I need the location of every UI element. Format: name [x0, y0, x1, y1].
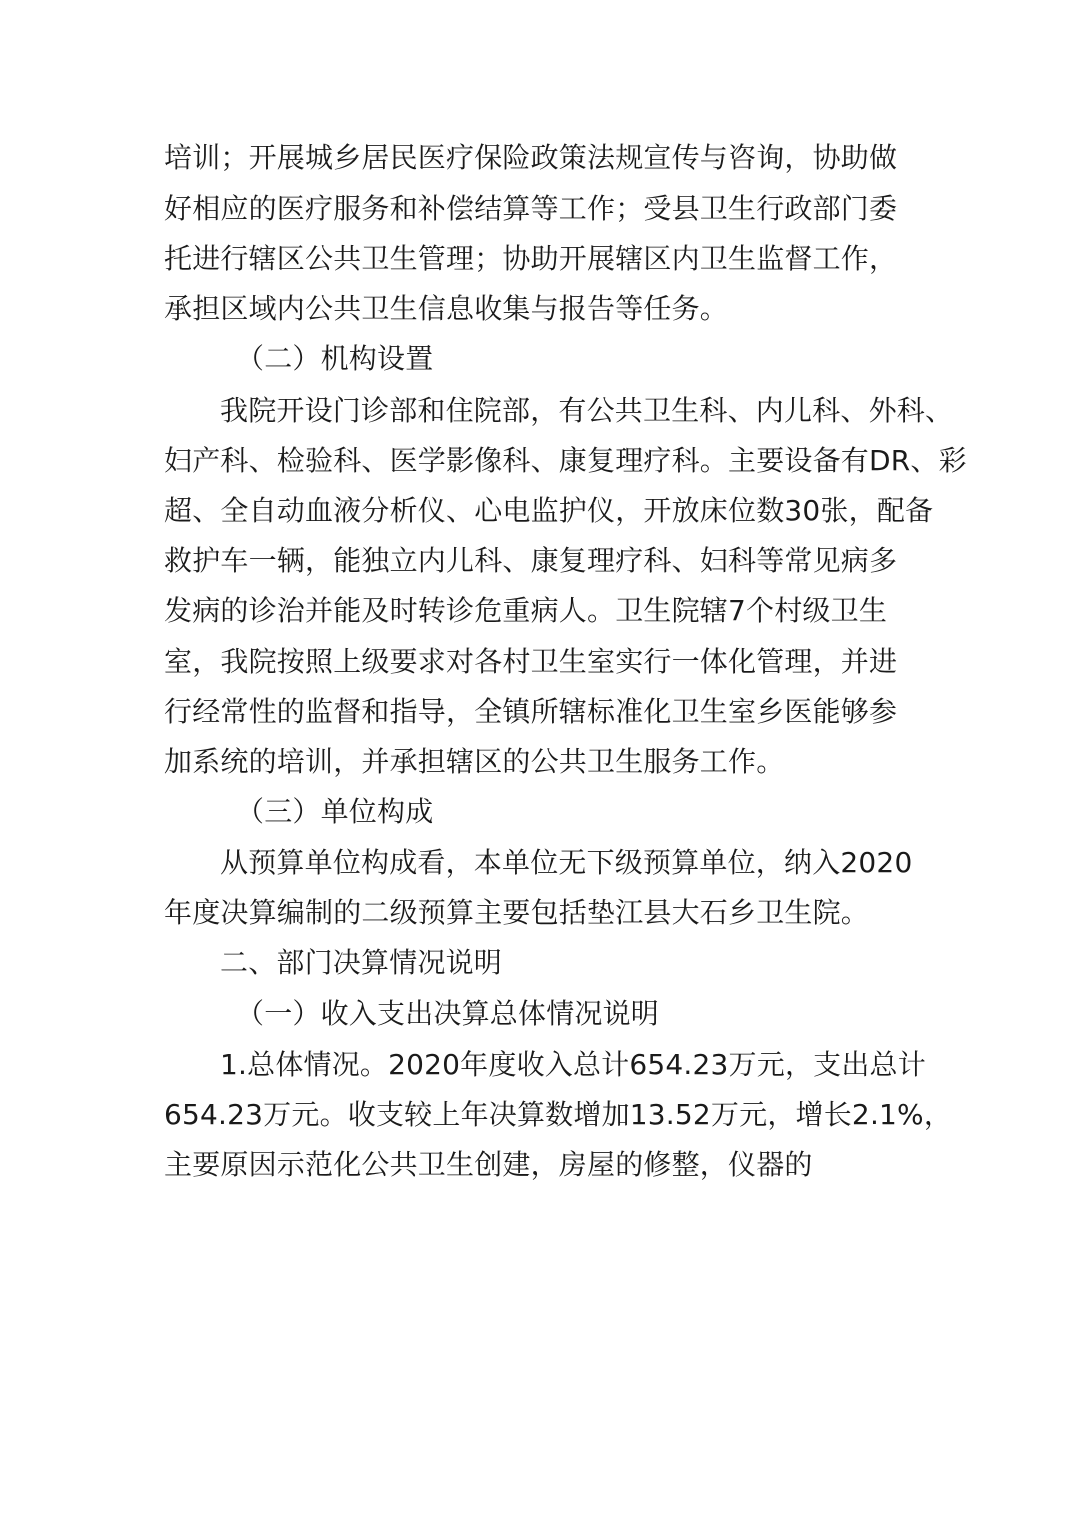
- text-line: 培训；开展城乡居民医疗保险政策法规宣传与咨询，协助做: [164, 141, 898, 174]
- text-line: 承担区域内公共卫生信息收集与报告等任务。: [164, 292, 729, 325]
- section-heading: （三）单位构成: [236, 795, 434, 828]
- text-line: 行经常性的监督和指导，全镇所辖标准化卫生室乡医能够参: [164, 695, 898, 728]
- section-heading: 二、部门决算情况说明: [220, 946, 503, 979]
- text-line: 发病的诊治并能及时转诊危重病人。卫生院辖7个村级卫生: [164, 594, 888, 627]
- text-line: 托进行辖区公共卫生管理；协助开展辖区内卫生监督工作，: [164, 242, 898, 275]
- text-line: 超、全自动血液分析仪、心电监护仪，开放床位数30张，配备: [164, 494, 934, 527]
- text-line: 室，我院按照上级要求对各村卫生室实行一体化管理，并进: [164, 645, 898, 678]
- section-heading: （二）机构设置: [236, 342, 434, 375]
- text-line: 年度决算编制的二级预算主要包括垫江县大石乡卫生院。: [164, 896, 870, 929]
- text-line: 救护车一辆，能独立内儿科、康复理疗科、妇科等常见病多: [164, 544, 898, 577]
- text-line: 我院开设门诊部和住院部，有公共卫生科、内儿科、外科、: [220, 394, 954, 427]
- text-line: 好相应的医疗服务和补偿结算等工作；受县卫生行政部门委: [164, 192, 898, 225]
- text-line: 主要原因示范化公共卫生创建，房屋的修整，仪器的: [164, 1148, 813, 1181]
- text-line: 从预算单位构成看，本单位无下级预算单位，纳入2020: [220, 846, 913, 879]
- text-line: 妇产科、检验科、医学影像科、康复理疗科。主要设备有DR、彩: [164, 444, 967, 477]
- text-line: 1.总体情况。2020年度收入总计654.23万元，支出总计: [220, 1048, 926, 1081]
- text-line: 加系统的培训，并承担辖区的公共卫生服务工作。: [164, 745, 785, 778]
- text-line: 654.23万元。收支较上年决算数增加13.52万元，增长2.1%，: [164, 1098, 953, 1131]
- section-heading: （一）收入支出决算总体情况说明: [236, 997, 660, 1030]
